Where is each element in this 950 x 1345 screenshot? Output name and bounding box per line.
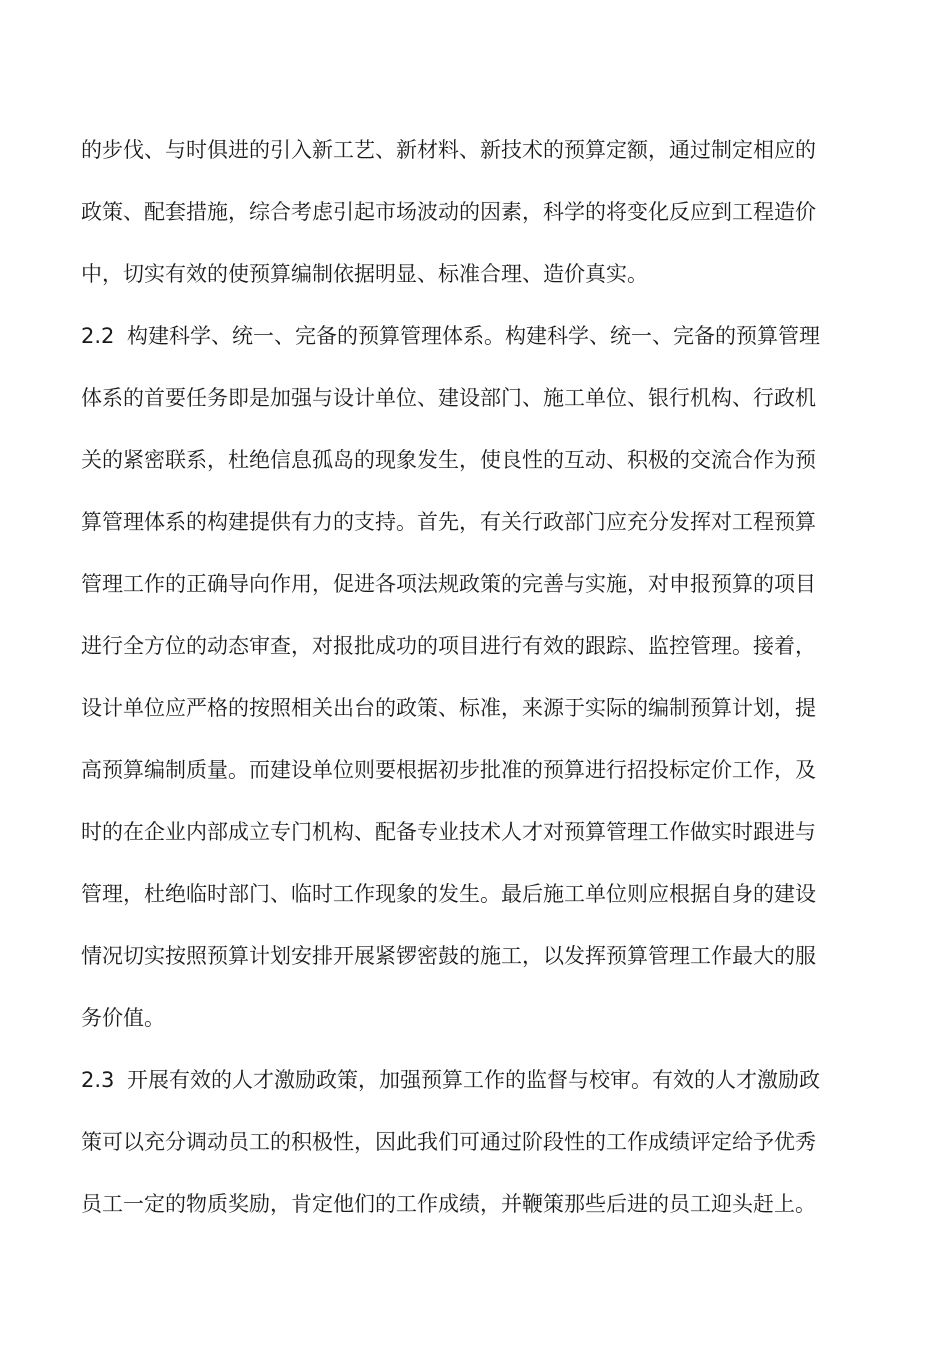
text-line: 策可以充分调动员工的积极性，因此我们可通过阶段性的工作成绩评定给予优秀: [81, 1130, 816, 1154]
text-line: 进行全方位的动态审查，对报批成功的项目进行有效的跟踪、监控管理。接着，: [81, 634, 816, 658]
text-line: 中，切实有效的使预算编制依据明显、标准合理、造价真实。: [81, 262, 648, 286]
text-line: 管理工作的正确导向作用，促进各项法规政策的完善与实施，对申报预算的项目: [81, 572, 816, 596]
text-line: 算管理体系的构建提供有力的支持。首先，有关行政部门应充分发挥对工程预算: [81, 510, 816, 534]
text-line: 的步伐、与时俱进的引入新工艺、新材料、新技术的预算定额，通过制定相应的: [81, 138, 816, 162]
text-line: 员工一定的物质奖励，肯定他们的工作成绩，并鞭策那些后进的员工迎头赶上。: [81, 1192, 816, 1216]
section-2-3-heading-line: [81, 1065, 881, 1095]
text-line: 时的在企业内部成立专门机构、配备专业技术人才对预算管理工作做实时跟进与: [81, 820, 816, 844]
text-line: 情况切实按照预算计划安排开展紧锣密鼓的施工，以发挥预算管理工作最大的服: [81, 944, 816, 968]
text-line: 体系的首要任务即是加强与设计单位、建设部门、施工单位、银行机构、行政机: [81, 386, 816, 410]
text-line: 管理，杜绝临时部门、临时工作现象的发生。最后施工单位则应根据自身的建设: [81, 882, 816, 906]
text-line: 政策、配套措施，综合考虑引起市场波动的因素，科学的将变化反应到工程造价: [81, 200, 816, 224]
text-line: 关的紧密联系，杜绝信息孤岛的现象发生，使良性的互动、积极的交流合作为预: [81, 448, 816, 472]
text-line: 设计单位应严格的按照相关出台的政策、标准，来源于实际的编制预算计划，提: [81, 696, 816, 720]
section-2-2-heading-line: [81, 321, 881, 351]
section-number: 2.2: [81, 324, 115, 348]
section-heading-text: 构建科学、统一、完备的预算管理体系。构建科学、统一、完备的预算管理: [127, 324, 820, 348]
section-heading-text: 开展有效的人才激励政策，加强预算工作的监督与校审。有效的人才激励政: [127, 1068, 820, 1092]
text-line: 务价值。: [81, 1006, 165, 1030]
section-number: 2.3: [81, 1068, 115, 1092]
text-line: 高预算编制质量。而建设单位则要根据初步批准的预算进行招投标定价工作，及: [81, 758, 816, 782]
